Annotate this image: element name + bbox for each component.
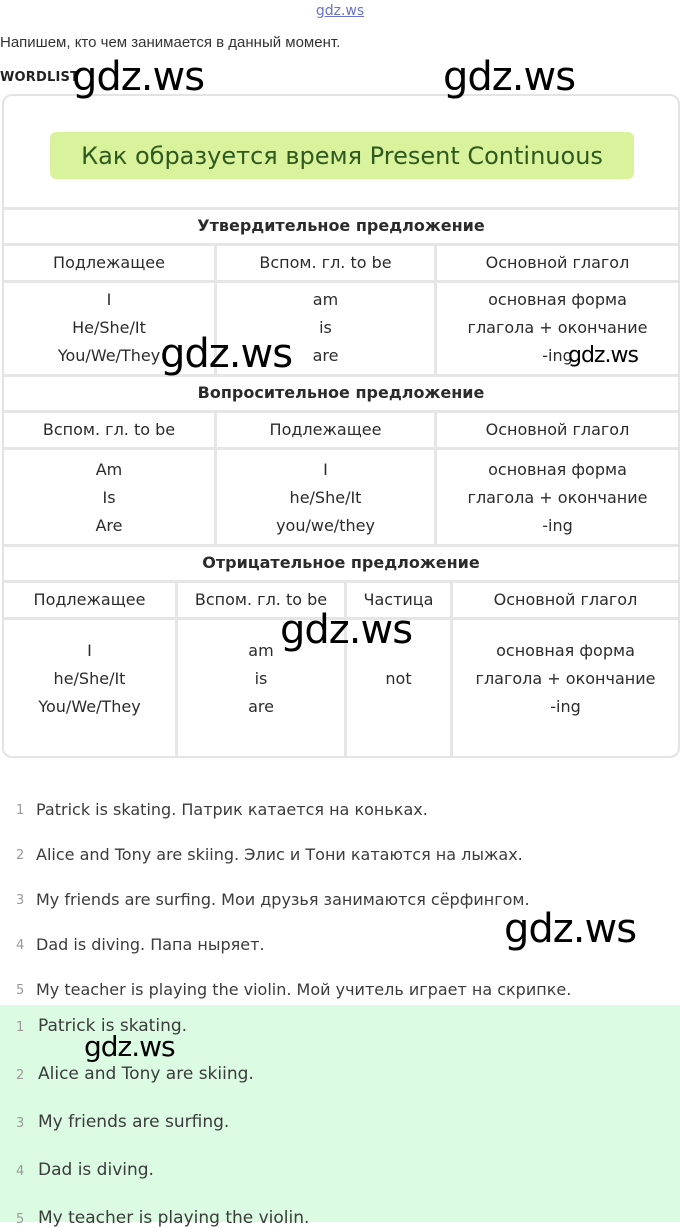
affirmative-heading: Утвердительное предложение [197,216,485,235]
watermark: gdz.ws [160,331,293,377]
wordlist-label: WORDLIST [0,70,80,85]
watermark: gdz.ws [280,607,413,653]
divider [4,544,678,547]
main-verb-cell: основная форма глагола + окончание -ing [475,641,656,716]
subject-cell: I he/She/It you/we/they [276,460,375,535]
col-header: Подлежащее [53,253,165,272]
divider [4,410,678,413]
negative-heading: Отрицательное предложение [202,553,480,572]
col-header: Основной глагол [493,590,638,609]
particle-cell: not [385,669,412,688]
divider [4,280,678,283]
divider [4,447,678,450]
watermark: gdz.ws [443,54,576,100]
subject-cell: I he/She/It You/We/They [38,641,141,716]
watermark: gdz.ws [84,1030,175,1063]
col-header: Вспом. гл. to be [194,590,328,609]
col-header: Основной глагол [485,420,630,439]
table-title: Как образуется время Present Continuous [50,132,634,179]
col-header: Основной глагол [485,253,630,272]
divider [4,374,678,377]
answer-block: 1 Patrick is skating. 2 Alice and Tony are skiing. 3 My friends are surfing. 4 Dad is diving. 5 My teacher is playing the violin. [0,1005,680,1222]
aux-cell: am is are [312,290,339,365]
aux-cell: am is are [248,641,274,716]
watermark: gdz.ws [72,54,205,100]
aux-cell: Am Is Are [95,460,123,535]
col-header: Вспом. гл. to be [259,253,392,272]
interrogative-heading: Вопросительное предложение [197,383,485,402]
intro-text: Напишем, кто чем занимается в данный момент. [0,34,341,51]
divider [4,243,678,246]
main-verb-cell: основная форма глагола + окончание -ing [467,290,648,365]
divider [4,207,678,210]
watermark: gdz.ws [504,906,637,952]
site-link[interactable]: gdz.ws [315,3,365,19]
divider [4,580,678,583]
col-header: Подлежащее [33,590,146,609]
col-header: Вспом. гл. to be [42,420,176,439]
main-verb-cell: основная форма глагола + окончание -ing [467,460,648,535]
col-header: Подлежащее [269,420,382,439]
watermark: gdz.ws [568,343,638,368]
grammar-table-card [2,94,680,758]
col-header: Частица [363,590,434,609]
subject-cell: I He/She/It You/We/They [57,290,161,365]
